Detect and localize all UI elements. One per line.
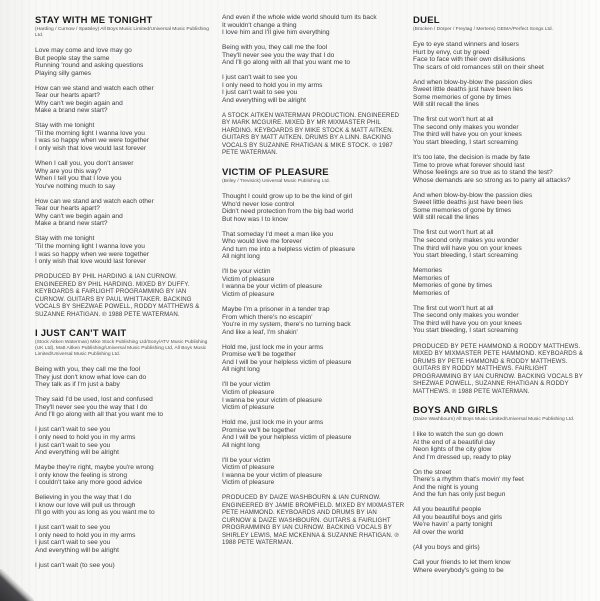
lyric-line: The third will have you on your knees [413, 244, 522, 252]
lyric-stanza [222, 14, 406, 37]
lyric-line: Promise we'll be together [222, 426, 296, 434]
lyric-line: Neon lights of the city glow [413, 446, 492, 454]
lyric-line: Victim of pleasure [222, 464, 275, 472]
lyric-line: Running 'round and asking questions [35, 62, 144, 70]
song-title: I JUST CAN'T WAIT [35, 328, 127, 340]
lyric-stanza [413, 469, 594, 499]
lyric-line: I was so happy when we were together [35, 137, 149, 145]
lyric-line: Memories of [413, 289, 450, 297]
lyric-line: Why can't we begin again and [35, 212, 123, 220]
publisher-credit: (Briley / Trevisick) Universal Music Publishing Ltd. [222, 178, 330, 184]
lyric-line: Will still recall the lines [413, 101, 479, 109]
song-title: BOYS AND GIRLS [413, 405, 498, 416]
production-credits: A STOCK AITKEN WATERMAN PRODUCTION. ENGINEERED BY MARK MCGUIRE. MIXED BY MR MIXMASTER PHIL HARDING. KEYBOARDS BY MIKE STOCK & MATT AITKEN. GUITARS BY MATT AITKEN. DRUMS BY A LINN. BACKING VOCALS BY SUZANNE RHATIGAN & MIKE STOCK. ℗ 1987 PETE WATERMAN. [222, 111, 400, 157]
lyric-stanza [222, 268, 406, 298]
lyric-line: I was so happy when we were together [35, 250, 149, 258]
lyric-stanza [35, 122, 217, 152]
lyric-stanza [222, 344, 406, 374]
lyric-line: 'Til the morning light I wanna love you [35, 129, 145, 137]
lyric-line: And the night is young [413, 483, 479, 491]
lyric-line: But people stay the same [35, 54, 110, 62]
publisher-credit: (Daize Washbourn) All Boys Music Limited/Universal Music Publishing Ltd. [413, 417, 575, 422]
lyric-line: And the fun has only just begun [413, 491, 506, 499]
lyric-line: I just can't wait to see you [35, 539, 111, 547]
lyric-stanza [413, 192, 594, 222]
lyric-line: Victim of pleasure [222, 275, 275, 283]
lyric-line: The second only makes you wonder [413, 312, 519, 320]
lyric-line: And I'll go along with all that you want me to [222, 59, 351, 67]
lyric-line: Who would love me forever [222, 238, 302, 246]
publisher-credit: (Harding / Curnow / Spatsley) All Boys Music Limited/Universal Music Publishing Ltd. [35, 27, 209, 38]
lyric-stanza [35, 524, 217, 554]
lyric-line: Memories [413, 267, 442, 275]
lyric-line: I love him and I'll give him everything [222, 29, 330, 37]
lyric-stanza [413, 431, 594, 461]
lyric-line: And I will be your helpless victim of pleasure [222, 358, 352, 366]
lyric-line: I couldn't take any more good advice [35, 479, 143, 487]
lyric-line: Will still recall the lines [413, 214, 479, 222]
lyric-line: I only need to hold you in my arms [222, 81, 323, 89]
lyric-stanza [35, 235, 217, 265]
lyric-stanza [413, 506, 594, 536]
lyric-line: Stay with me tonight [35, 122, 95, 130]
lyrics-column-3 [413, 14, 594, 582]
lyric-line: All night long [222, 253, 260, 261]
lyric-line: Maybe they're right, maybe you're wrong [35, 464, 154, 472]
lyric-stanza [413, 305, 594, 335]
lyric-line: Victim of pleasure [222, 404, 275, 412]
lyric-line: Thought I could grow up to be the kind of girl [222, 192, 353, 200]
lyric-line: (All you boys and girls) [413, 544, 480, 552]
lyric-line: On the street [413, 468, 452, 476]
lyric-line: I just can't wait to see you [222, 89, 298, 97]
lyric-line: When I call you, you don't answer [35, 160, 134, 168]
lyric-line: The third will have you on your knees [413, 131, 522, 139]
lyric-line: I'll be your victim [222, 268, 271, 276]
lyric-line: The first cut won't hurt at all [413, 304, 494, 312]
publisher-credit: (Brücken / Dörper / Freytag / Mertens) GEMA/Perfect Songs Ltd. [413, 27, 553, 32]
lyric-line: Didn't need protection from the big bad world [222, 208, 354, 216]
lyric-line: Tear our hearts apart? [35, 205, 100, 213]
lyric-line: Hold me, just lock me in your arms [222, 419, 324, 427]
lyric-line: Make a brand new start? [35, 220, 108, 228]
lyric-line: Face to face with their own disillusions [413, 56, 526, 64]
lyric-line: And everything will be alright [35, 449, 119, 457]
lyric-line: Sweet little deaths just have been lies [413, 86, 523, 94]
lyric-line: And everything will be alright [35, 547, 119, 555]
lyric-line: But how was I to know [222, 215, 288, 223]
lyric-stanza [222, 419, 406, 449]
lyrics-column-2 [222, 14, 406, 557]
lyric-line: They'll never see you the way that I do [222, 51, 335, 59]
lyric-stanza [413, 154, 594, 184]
lyric-line: Sweet little deaths just have been lies [413, 199, 523, 207]
lyric-stanza [413, 79, 594, 109]
lyric-stanza [35, 464, 217, 487]
lyric-stanza [35, 426, 217, 456]
lyric-line: Whose demands are so strong as to parry all attacks? [413, 176, 571, 184]
lyric-stanza [222, 231, 406, 261]
lyric-line: You start bleeding, I start screaming [413, 139, 518, 147]
lyric-line: Being with you, they call me the fool [222, 44, 328, 52]
lyric-stanza [35, 160, 217, 190]
lyric-line: I just can't wait (to see you) [35, 562, 115, 570]
lyric-stanza [35, 562, 217, 570]
lyric-line: There's a rhythm that's movin' my feet [413, 476, 524, 484]
lyric-stanza [413, 559, 594, 574]
lyric-line: The first cut won't hurt at all [413, 229, 494, 237]
publisher-credit: (Stock Aitken Waterman) Mike Stock Publishing Ltd/Sony/ATV Music Publishing (UK Ltd), Matt Aitken Publishing/Universal Music Publishing Ltd, All Boys Music Limited/Universal Music Publishing Ltd. [35, 340, 208, 358]
lyric-line: At the end of a beautiful day [413, 438, 496, 446]
lyric-line: I like to watch the sun go down [413, 431, 504, 438]
lyric-stanza [35, 494, 217, 517]
lyric-stanza [413, 116, 594, 146]
lyric-line: Time to prove what forever should last [413, 161, 525, 169]
lyric-line: I wanna be your victim of pleasure [222, 471, 323, 479]
lyric-line: And when blow-by-blow the passion dies [413, 191, 533, 199]
lyric-line: When I tell you that I love you [35, 175, 122, 183]
production-credits: PRODUCED BY PETE HAMMOND & RODDY MATTHEWS. MIXED BY MIXMASTER PETE HAMMOND. KEYBOARDS & DRUMS BY PETE HAMMOND & RODDY MATTHEWS. GUITARS BY RODDY MATTHEWS. FAIRLIGHT PROGRAMMING BY IAN CURNOW. BACKING VOCALS BY SHEZWAE POWELL, SUZANNE RHATIGAN & RODDY MATTHEWS. ℗ 1988 PETE WATERMAN. [413, 342, 583, 395]
lyric-line: Who'd never lose control [222, 200, 295, 208]
lyric-line: Why can't we begin again and [35, 99, 123, 107]
lyric-line: You start bleeding, I start screaming [413, 252, 518, 260]
lyric-line: They said I'd be used, lost and confused [35, 396, 153, 404]
lyric-line: That someday I'd meet a man like you [222, 230, 334, 238]
production-credits: PRODUCED BY DAIZE WASHBOURN & IAN CURNOW. ENGINEERED BY JAMIE BROMFIELD. MIXED BY MIXMASTER PETE HAMMOND. KEYBOARDS AND DRUMS BY IAN CURNOW & DAIZE WASHBOURN. GUITARS & FAIRLIGHT PROGRAMMING BY IAN CURNOW. BACKING VOCALS BY SHIRLEY LEWIS, MAE MCKENNA & SUZANNE RHATIGAN. ℗ 1988 PETE WATERMAN. [222, 494, 405, 547]
lyric-line: And turn me into a helpless victim of pleasure [222, 245, 356, 253]
lyric-line: All you beautiful boys and girls [413, 513, 503, 521]
lyric-line: And when blow-by-blow the passion dies [413, 78, 533, 86]
lyric-stanza [222, 457, 406, 487]
lyric-line: I only know the feeling is strong [35, 471, 127, 479]
lyric-stanza [222, 381, 406, 411]
lyric-line: I wanna be your victim of pleasure [222, 283, 323, 291]
lyric-line: It wouldn't change a thing [222, 21, 297, 29]
lyric-line: Some memories of gone by times [413, 206, 512, 214]
lyric-stanza [413, 229, 594, 259]
lyric-line: Hold me, just lock me in your arms [222, 343, 324, 351]
lyric-line: And I'm dressed up, ready to play [413, 453, 512, 461]
lyric-line: Tear our hearts apart? [35, 92, 100, 100]
lyric-line: I just can't wait to see you [35, 441, 111, 449]
lyric-line: I just can't wait to see you [35, 426, 111, 434]
lyric-stanza [413, 41, 594, 71]
lyric-line: You start bleeding, I start screaming [413, 327, 518, 335]
lyric-line: All you beautiful people [413, 506, 482, 514]
lyric-line: The scars of old romances still on their sheet [413, 63, 544, 71]
lyric-line: It's too late, the decision is made by fate [413, 154, 531, 162]
lyric-line: Being with you, they call me the fool [35, 366, 141, 374]
lyric-line: And I will be your helpless victim of pleasure [222, 434, 352, 442]
lyric-stanza [35, 366, 217, 389]
lyric-line: I wanna be your victim of pleasure [222, 396, 323, 404]
lyric-line: Maybe I'm a prisoner in a tender trap [222, 306, 330, 314]
lyric-stanza [222, 44, 406, 67]
lyric-line: I'll be your victim [222, 381, 271, 389]
lyric-line: 'Til the morning light I wanna love you [35, 242, 145, 250]
lyric-line: Victim of pleasure [222, 479, 275, 487]
lyric-line: Whose feelings are so true as to stand the test? [413, 169, 553, 177]
lyric-line: And even if the whole wide world should turn its back [222, 14, 377, 21]
lyric-line: They'll never see you the way that I do [35, 403, 148, 411]
lyric-line: Make a brand new start? [35, 107, 108, 115]
lyric-line: Stay with me tonight [35, 235, 95, 243]
lyric-stanza [35, 85, 217, 115]
lyric-line: The third will have you on your knees [413, 319, 522, 327]
lyric-line: I'll be your victim [222, 456, 271, 464]
lyric-line: Victim of pleasure [222, 388, 275, 396]
lyric-line: Promise we'll be together [222, 351, 296, 359]
lyric-stanza [222, 74, 406, 104]
lyric-line: Victim of pleasure [222, 290, 275, 298]
lyric-line: The second only makes you wonder [413, 236, 519, 244]
lyric-line: And like a leaf, I'm shakin' [222, 328, 298, 336]
lyric-line: Where everybody's going to be [413, 566, 504, 574]
production-credits: PRODUCED BY PHIL HARDING & IAN CURNOW. ENGINEERED BY PHIL HARDING. MIXED BY DUFFY. KEYBOARDS & FAIRLIGHT PROGRAMMING BY IAN CURNOW. GUITARS BY PAUL WHITTAKER. BACKING VOCALS BY SHEZWAE POWELL, RODDY MATTHEWS & SUZANNE RHATIGAN. ℗ 1988 PETE WATERMAN. [35, 273, 200, 318]
lyric-line: I only need to hold you in my arms [35, 531, 136, 539]
lyric-line: Memories of gone by times [413, 282, 493, 290]
lyric-line: We're havin' a party tonight [413, 521, 493, 529]
lyric-line: Eye to eye stand winners and losers [413, 41, 519, 48]
lyric-line: The first cut won't hurt at all [413, 116, 494, 124]
song-title: DUEL [413, 15, 440, 26]
lyric-line: All night long [222, 366, 260, 374]
lyric-line: I just can't wait to see you [222, 74, 298, 82]
lyric-stanza [35, 47, 217, 77]
lyrics-column-1 [35, 14, 217, 577]
lyric-stanza [413, 267, 594, 297]
lyric-line: You've nothing much to say [35, 182, 116, 190]
lyric-line: Believing in you the way that I do [35, 494, 132, 502]
lyric-line: You're in my system, there's no turning back [222, 321, 351, 329]
lyric-line: I know our love will pull us through [35, 501, 136, 509]
lyric-line: I only wish that love would last forever [35, 145, 147, 153]
lyric-line: And everything will be alright [222, 96, 306, 104]
lyric-line: They talk as if I'm just a baby [35, 381, 120, 389]
lyric-stanza [35, 198, 217, 228]
lyric-line: How can we stand and watch each other [35, 84, 154, 92]
lyric-line: Playing silly games [35, 69, 92, 77]
lyric-line: How can we stand and watch each other [35, 197, 154, 205]
lyric-line: They just don't know what love can do [35, 373, 147, 381]
lyric-stanza [222, 306, 406, 336]
lyric-line: Why are you this way? [35, 167, 102, 175]
lyric-line: And I'll go along with all that you want me to [35, 411, 164, 419]
lyric-line: All night long [222, 441, 260, 449]
song-title: STAY WITH ME TONIGHT [35, 15, 153, 26]
lyric-line: The second only makes you wonder [413, 123, 519, 131]
lyric-line: Some memories of gone by times [413, 93, 512, 101]
lyric-line: I only wish that love would last forever [35, 258, 147, 266]
lyric-line: Memories of [413, 274, 450, 282]
lyric-line: I only need to hold you in my arms [35, 433, 136, 441]
lyric-line: All over the world [413, 529, 464, 537]
page-corner-shadow [0, 569, 34, 601]
lyric-line: Love may come and love may go [35, 47, 132, 54]
lyric-line: Call your friends to let them know [413, 559, 511, 567]
lyric-line: I'll go with you as long as you want me to [35, 509, 155, 517]
lyric-stanza [35, 396, 217, 419]
lyric-line: I just can't wait to see you [35, 524, 111, 532]
lyric-stanza [413, 544, 594, 552]
lyric-line: From which there's no escapin' [222, 313, 313, 321]
lyric-stanza [222, 193, 406, 223]
lyric-line: Hurt by envy, cut by greed [413, 48, 490, 56]
song-title: VICTIM OF PLEASURE [222, 166, 329, 178]
